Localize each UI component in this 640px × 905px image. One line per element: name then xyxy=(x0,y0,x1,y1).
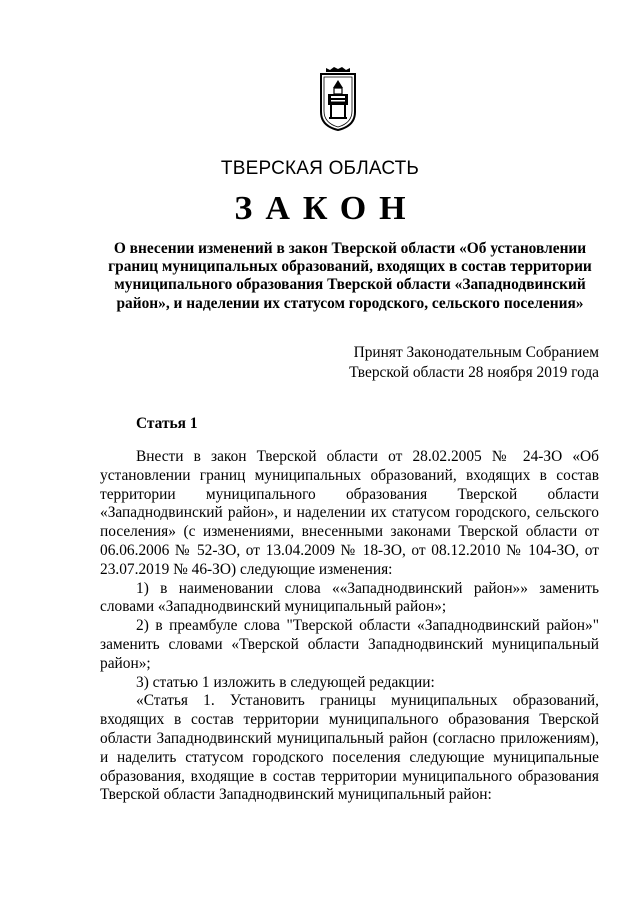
tver-coat-of-arms-icon xyxy=(317,66,359,132)
adoption-line-2: Тверской области 28 ноября 2019 года xyxy=(349,364,599,381)
article-heading: Статья 1 xyxy=(136,415,198,432)
adoption-note xyxy=(300,343,599,383)
paragraph-article-1-text: «Статья 1. Установить границы муниципальных образований, входящих в состав территории муниципального образования Тверской области Западнодвинский муниципальный район (согласно приложениям), и наделить статусом городского поселения следующие муниципальные образования, входящие в состав территории муниципального образования Тверской области Западнодвинский муниципальный район: xyxy=(100,692,599,804)
region-name: ТВЕРСКАЯ ОБЛАСТЬ xyxy=(220,158,420,179)
paragraph-intro: Внести в закон Тверской области от 28.02.2005 № 24-ЗО «Об установлении границ муниципальных образований, входящих в состав территории муниципального образования Тверской области «Западнодвинский район», и наделении их статусом городского, сельского поселения» (с изменениями, внесенными законами Тверской области от 06.06.2006 № 52-ЗО, от 13.04.2009 № 18-ЗО, от 08.12.2010 № 104-ЗО, от 23.07.2019 № 46-ЗО) следующие изменения: xyxy=(100,448,599,578)
document-type: ЗАКОН xyxy=(234,190,419,227)
adoption-line-1: Принят Законодательным Собранием xyxy=(353,344,599,361)
law-title: О внесении изменений в закон Тверской области «Об установлении границ муниципальных образований, входящих в состав территории муниципального образования Тверской области «Западнодвинский район», и наделении их статусом городского, сельского поселения» xyxy=(108,240,592,312)
paragraph-item-1: 1) в наименовании слова ««Западнодвинский район»» заменить словами «Западнодвинский муниципальный район»; xyxy=(100,579,599,616)
article-body xyxy=(100,448,599,805)
paragraph-item-3: 3) статью 1 изложить в следующей редакции: xyxy=(136,673,435,691)
paragraph-item-2: 2) в преамбуле слова "Тверской области «Западнодвинский район»" заменить словами «Тверской области Западнодвинский муниципальный район»; xyxy=(100,617,599,672)
